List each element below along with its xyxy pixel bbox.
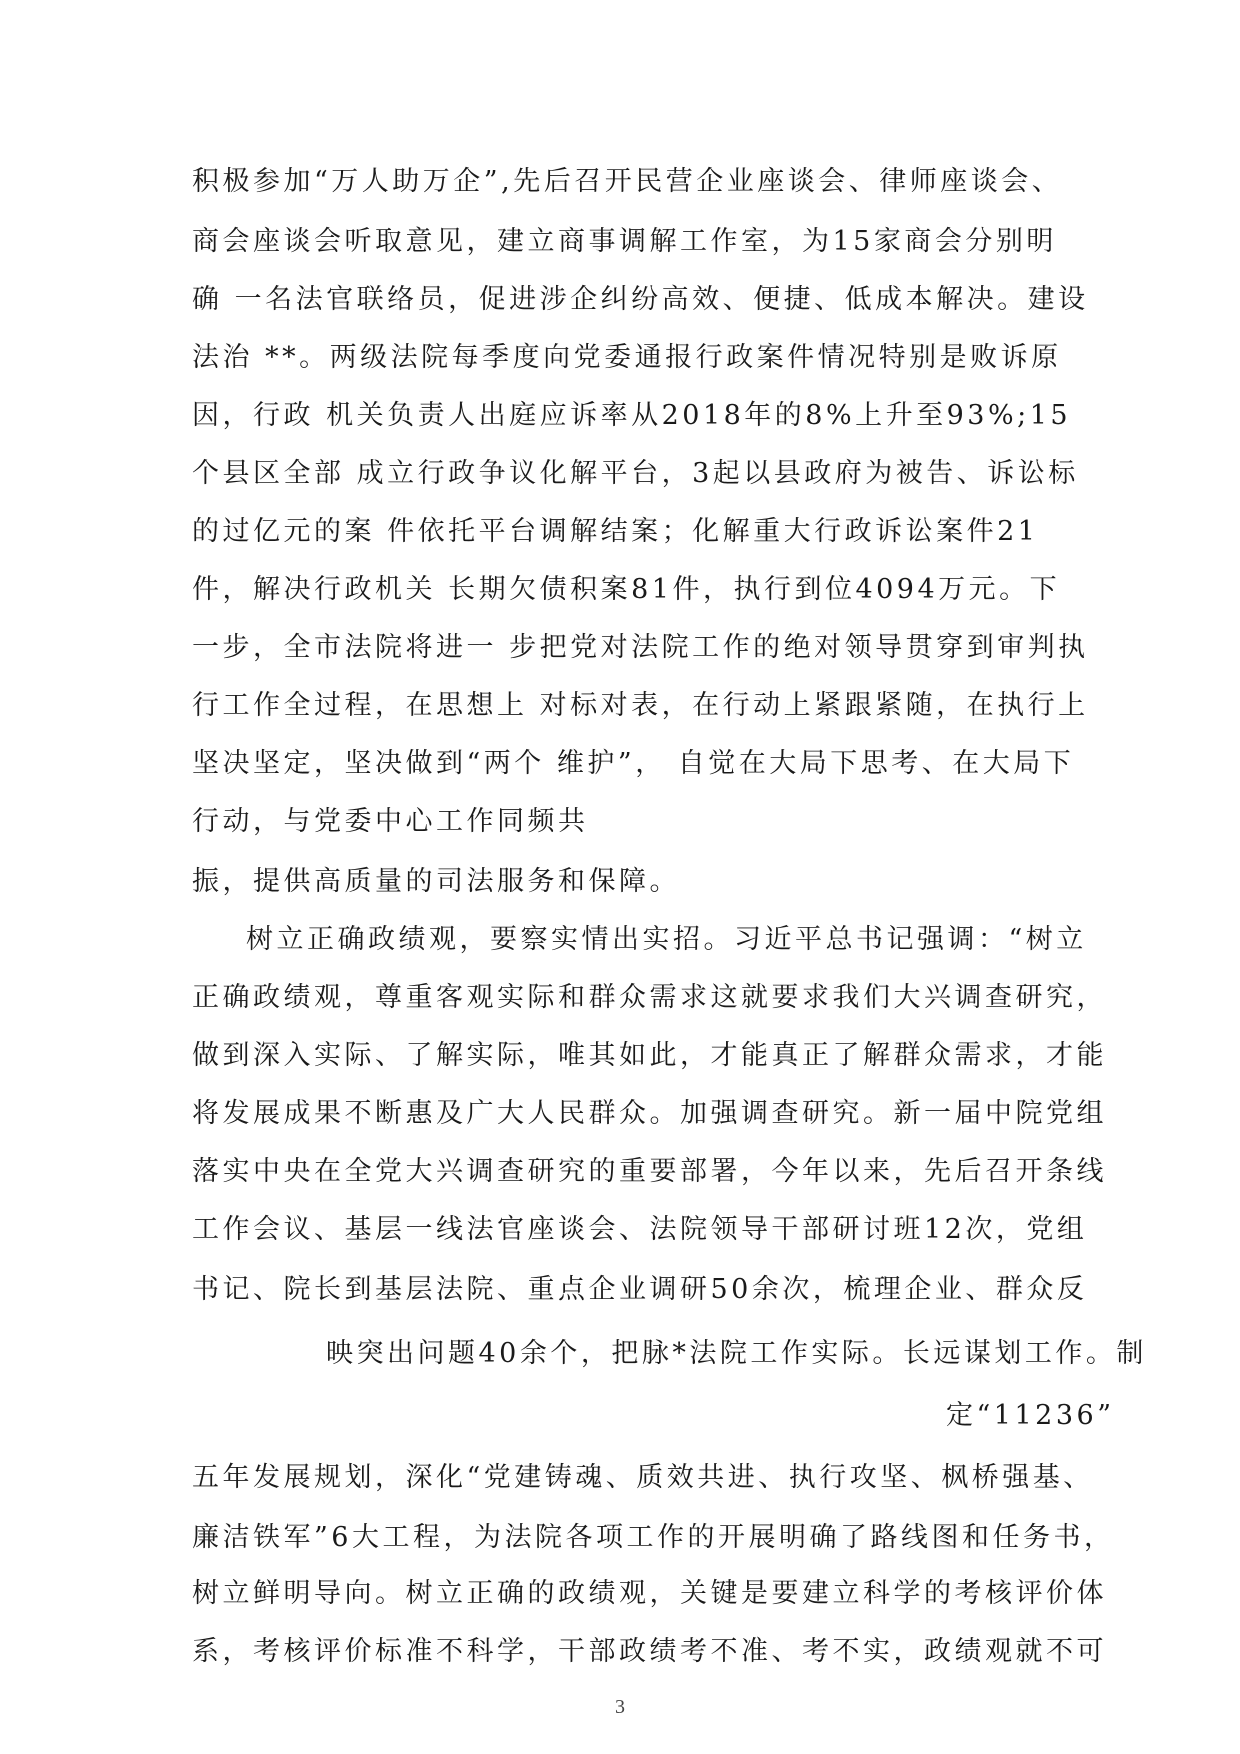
text-line-right: 定“11236” — [946, 1400, 1115, 1431]
text-line: 件，解决行政机关 长期欠债积案81件，执行到位4094万元。下 — [192, 574, 1061, 605]
text-line: 因，行政 机关负责人出庭应诉率从2018年的8%上升至93%;15 — [192, 400, 1072, 431]
text-line: 商会座谈会听取意见，建立商事调解工作室，为15家商会分别明 — [192, 226, 1057, 257]
text-line: 工作会议、基层一线法官座谈会、法院领导干部研讨班12次，党组 — [192, 1214, 1088, 1245]
text-line: 五年发展规划，深化“党建铸魂、质效共进、执行攻坚、枫桥强基、 — [192, 1462, 1094, 1493]
paragraph-first-line: 树立正确政绩观，要察实情出实招。习近平总书记强调：“树立 — [246, 924, 1087, 955]
text-line: 落实中央在全党大兴调查研究的重要部署，今年以来，先后召开条线 — [192, 1156, 1107, 1187]
text-line: 的过亿元的案 件依托平台调解结案；化解重大行政诉讼案件21 — [192, 516, 1039, 547]
page-number: 3 — [615, 1696, 625, 1718]
text-line: 法治 **。两级法院每季度向党委通报行政案件情况特别是败诉原 — [192, 342, 1062, 373]
text-line: 个县区全部 成立行政争议化解平台，3起以县政府为被告、诉讼标 — [192, 458, 1079, 489]
text-line: 行工作全过程，在思想上 对标对表，在行动上紧跟紧随，在执行上 — [192, 690, 1089, 721]
text-line: 书记、院长到基层法院、重点企业调研50余次，梳理企业、群众反 — [192, 1274, 1088, 1305]
text-line-indented: 映突出问题40余个，把脉*法院工作实际。长远谋划工作。制 — [326, 1338, 1147, 1369]
text-line: 正确政绩观，尊重客观实际和群众需求这就要求我们大兴调查研究， — [192, 982, 1107, 1013]
text-line: 确 一名法官联络员，促进涉企纠纷高效、便捷、低成本解决。建设 — [192, 284, 1089, 315]
text-line: 行动，与党委中心工作同频共 — [192, 806, 589, 837]
text-line: 积极参加“万人助万企”,先后召开民营企业座谈会、律师座谈会、 — [192, 166, 1063, 197]
text-line: 廉洁铁军”6大工程，为法院各项工作的开展明确了路线图和任务书， — [192, 1522, 1115, 1553]
text-line: 做到深入实际、了解实际，唯其如此，才能真正了解群众需求，才能 — [192, 1040, 1107, 1071]
text-line: 坚决坚定，坚决做到“两个 维护”， 自觉在大局下思考、在大局下 — [192, 748, 1075, 779]
text-line: 振，提供高质量的司法服务和保障。 — [192, 866, 680, 897]
text-line: 树立鲜明导向。树立正确的政绩观，关键是要建立科学的考核评价体 — [192, 1578, 1107, 1609]
text-line: 系，考核评价标准不科学，干部政绩考不准、考不实，政绩观就不可 — [192, 1636, 1107, 1667]
text-line: 一步，全市法院将进一 步把党对法院工作的绝对领导贯穿到审判执 — [192, 632, 1089, 663]
text-line: 将发展成果不断惠及广大人民群众。加强调查研究。新一届中院党组 — [192, 1098, 1107, 1129]
